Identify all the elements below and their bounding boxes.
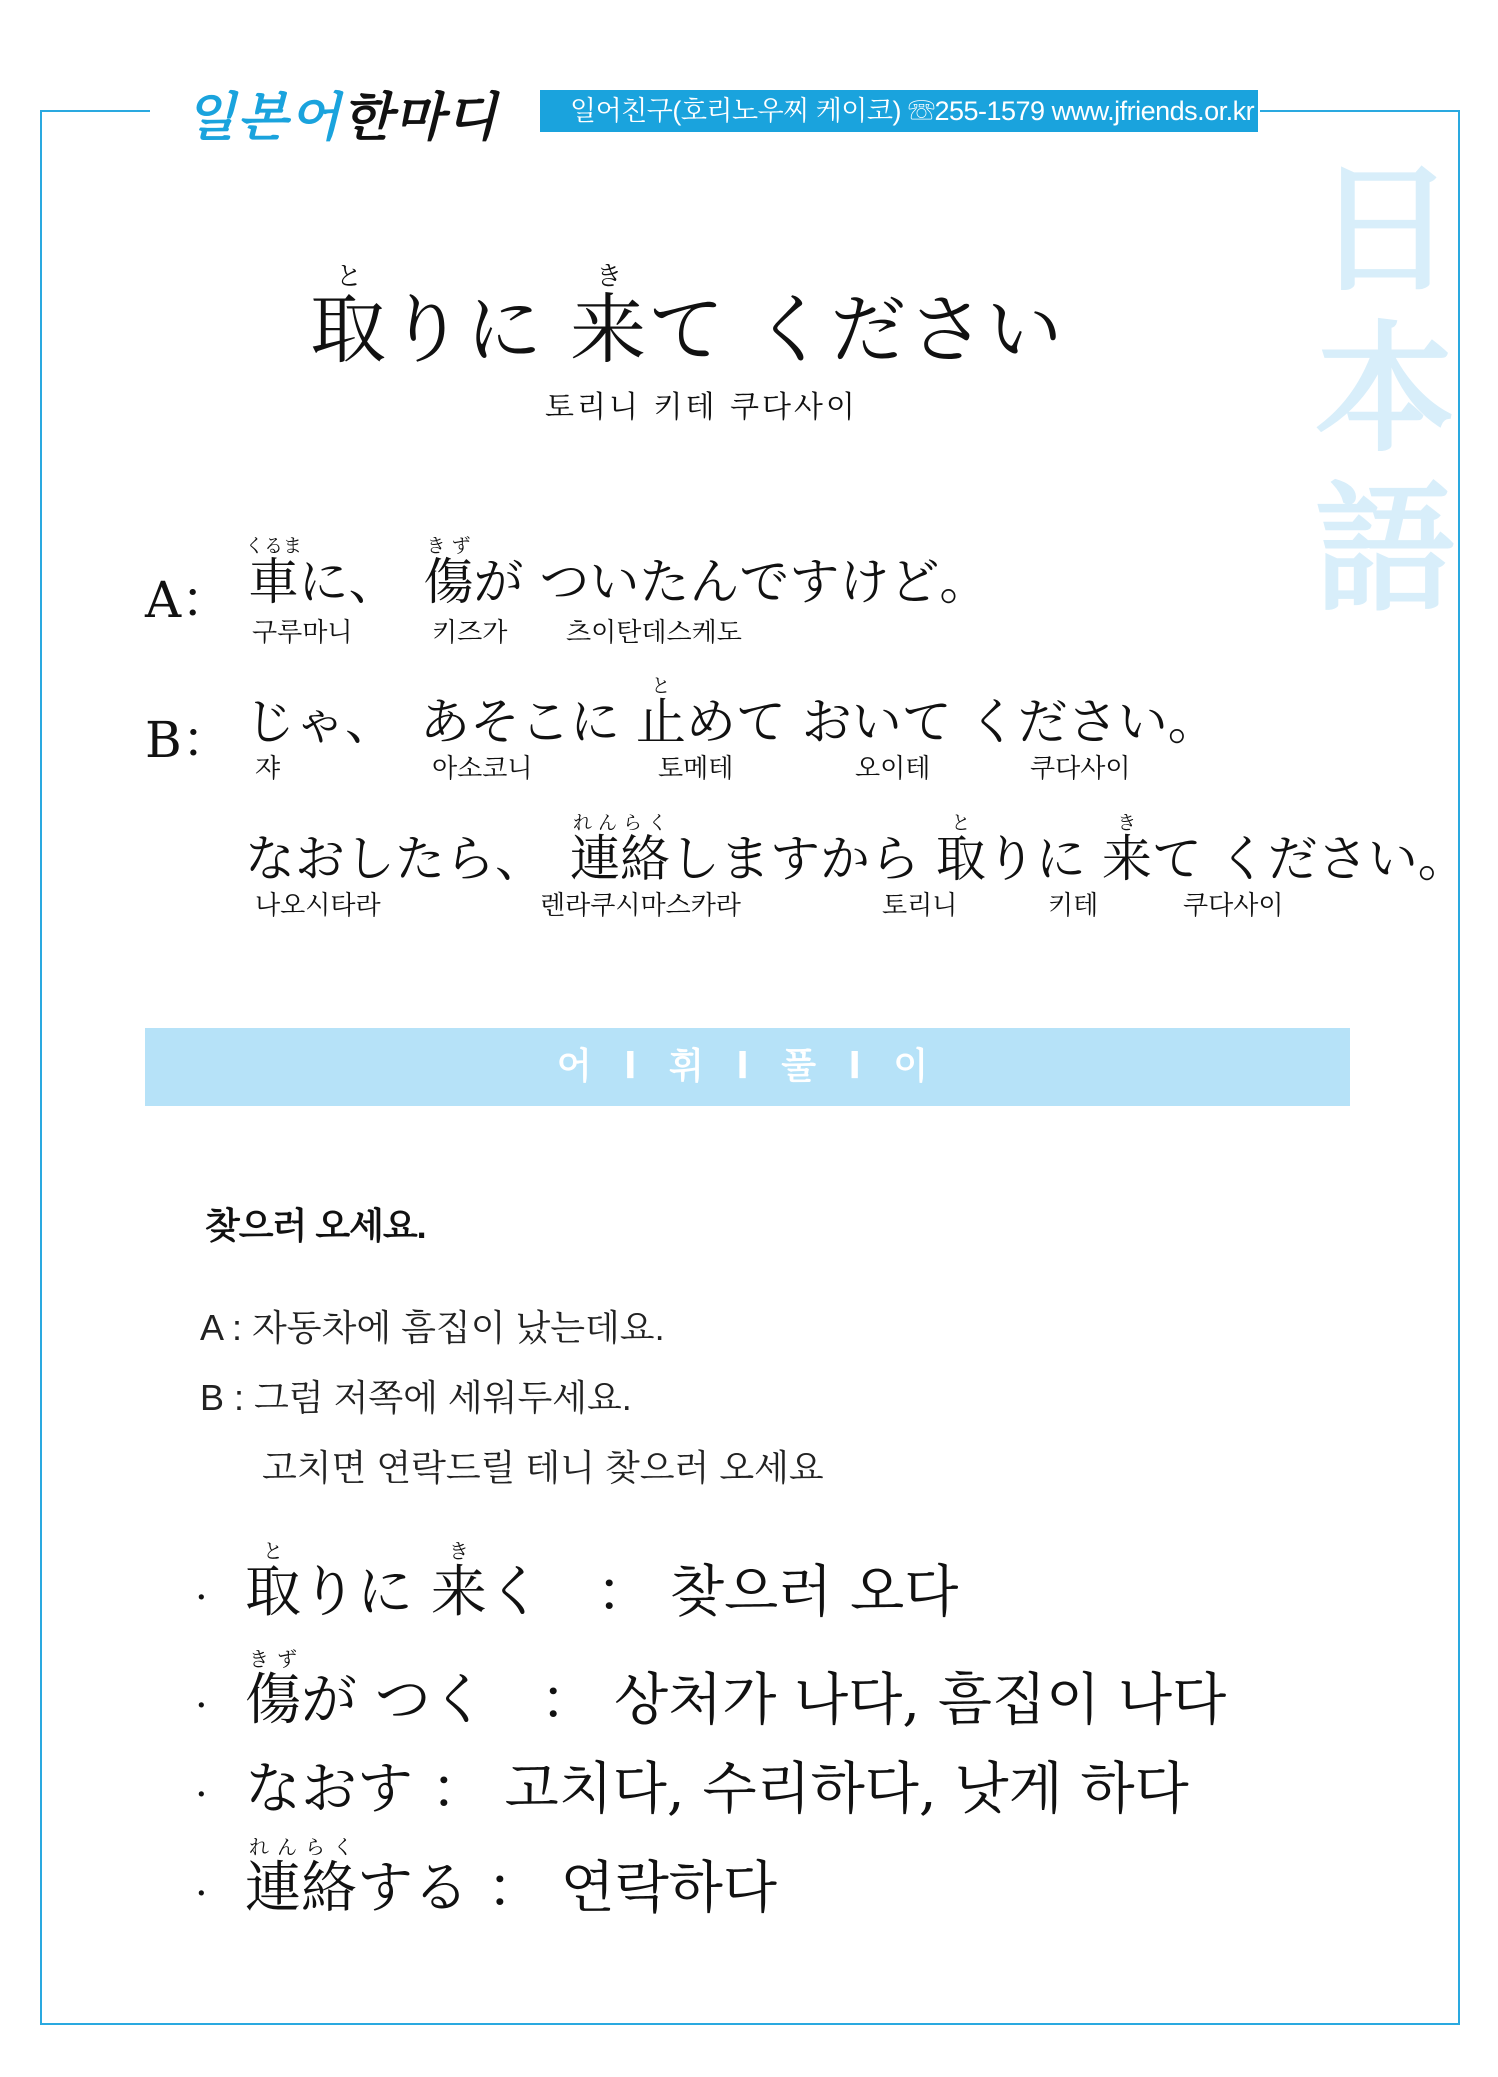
ruby-word: 連絡れんらく: [570, 812, 670, 888]
title-block: [310, 262, 1210, 390]
bullet: ·: [195, 1772, 208, 1818]
reading: 쿠다사이: [1183, 891, 1284, 921]
ruby-word: 取と: [935, 812, 986, 888]
ruby-word: 車くるま: [245, 535, 303, 611]
text-run: じゃ、 あそこに: [245, 693, 636, 751]
reading: 키테: [1048, 891, 1099, 921]
furigana: れんらく: [570, 812, 670, 834]
vocab-section-bar: 어 l 휘 l 풀 l 이: [145, 1028, 1350, 1106]
furigana: くるま: [245, 535, 303, 557]
furigana: きず: [423, 535, 474, 557]
text-run: が ついたんですけど。: [473, 553, 990, 611]
bullet: ·: [195, 1871, 208, 1917]
reading: 츠이탄데스케도: [566, 618, 742, 648]
text-run: りに: [985, 830, 1102, 888]
vocab-item: [195, 1740, 1189, 1845]
furigana: き: [570, 262, 649, 292]
ruby-word: 傷きず: [423, 535, 474, 611]
vocab-term: [245, 1539, 543, 1625]
text-run: りに: [388, 285, 571, 374]
text-run: なおす: [245, 1757, 413, 1822]
vocab-item: [195, 1836, 777, 1944]
vocab-term: [245, 1835, 469, 1921]
bullet: ·: [195, 1683, 208, 1729]
text-run: りに: [301, 1560, 431, 1625]
reading: 오이테: [855, 754, 931, 784]
reading: 키즈가: [432, 618, 508, 648]
speaker-b: B：: [145, 711, 232, 769]
furigana: と: [935, 812, 986, 834]
furigana: と: [245, 1539, 301, 1563]
text-run: が つく: [301, 1668, 487, 1733]
translation-heading: 찾으러 오세요.: [205, 1205, 426, 1246]
dialogue-line-a: [245, 535, 989, 622]
text-run: めて おいて ください。: [685, 693, 1218, 751]
text-run: く: [486, 1560, 543, 1625]
ruby-word: 来き: [430, 1539, 487, 1625]
furigana: と: [310, 262, 388, 292]
watermark: [1315, 150, 1455, 630]
ruby-word: 取と: [310, 262, 388, 374]
page-title: [310, 262, 1210, 390]
vocab-item: [195, 1540, 958, 1648]
watermark-char: 本: [1315, 308, 1456, 472]
text-run: しますから: [670, 830, 936, 888]
text-run: て ください: [648, 285, 1065, 374]
bullet: ·: [195, 1575, 208, 1621]
vocab-term: [245, 1647, 487, 1733]
ruby-word: 連絡れんらく: [245, 1835, 357, 1921]
furigana: き: [430, 1539, 487, 1563]
reading: 나오시타라: [255, 891, 381, 921]
reading: 토메테: [658, 754, 734, 784]
ruby-word: 取と: [245, 1539, 301, 1625]
furigana: と: [635, 675, 686, 697]
ruby-word: 止と: [635, 675, 686, 751]
brand-blue: 일본어: [185, 88, 342, 148]
vocab-meaning: ： 상처가 나다, 흠집이 나다: [540, 1668, 1227, 1733]
furigana: き: [1101, 812, 1152, 834]
ruby-word: 来き: [570, 262, 649, 374]
reading: 쿠다사이: [1030, 754, 1131, 784]
reading: 구루마니: [252, 618, 353, 648]
text-run: に、: [298, 553, 424, 611]
speaker-a: A：: [145, 571, 232, 629]
reading: 아소코니: [432, 754, 533, 784]
watermark-char: 語: [1315, 468, 1456, 632]
reading: 쟈: [255, 754, 281, 784]
translation-line: B : 그럼 저쪽에 세워두세요.: [200, 1377, 632, 1418]
translation-line: A : 자동차에 흠집이 났는데요.: [200, 1307, 665, 1348]
furigana: きず: [245, 1647, 301, 1671]
header-info-bar: 일어친구(호리노우찌 케이코) ☏255-1579 www.jfriends.or.kr: [540, 90, 1258, 132]
dialogue-line-b2: [245, 812, 1468, 899]
vocab-meaning: ： 연락하다: [486, 1856, 777, 1921]
ruby-word: 傷きず: [245, 1647, 301, 1733]
brand-logo: [185, 88, 498, 148]
vocab-meaning: ： 찾으러 오다: [596, 1560, 959, 1625]
text-run: なおしたら、: [245, 830, 570, 888]
title-reading: 토리니 키테 쿠다사이: [545, 390, 858, 425]
furigana: れんらく: [245, 1835, 357, 1859]
watermark-char: 日: [1315, 148, 1456, 312]
ruby-word: 来き: [1101, 812, 1152, 888]
text-run: て ください。: [1151, 830, 1468, 888]
text-run: する: [357, 1856, 469, 1921]
brand-black: 한마디: [341, 88, 499, 148]
reading: 렌라쿠시마스카라: [540, 891, 741, 921]
vocab-meaning: ： 고치다, 수리하다, 낫게 하다: [430, 1757, 1189, 1822]
vocab-term: [245, 1757, 413, 1822]
reading: 토리니: [882, 891, 958, 921]
translation-line: 고치면 연락드릴 테니 찾으러 오세요: [262, 1447, 824, 1488]
